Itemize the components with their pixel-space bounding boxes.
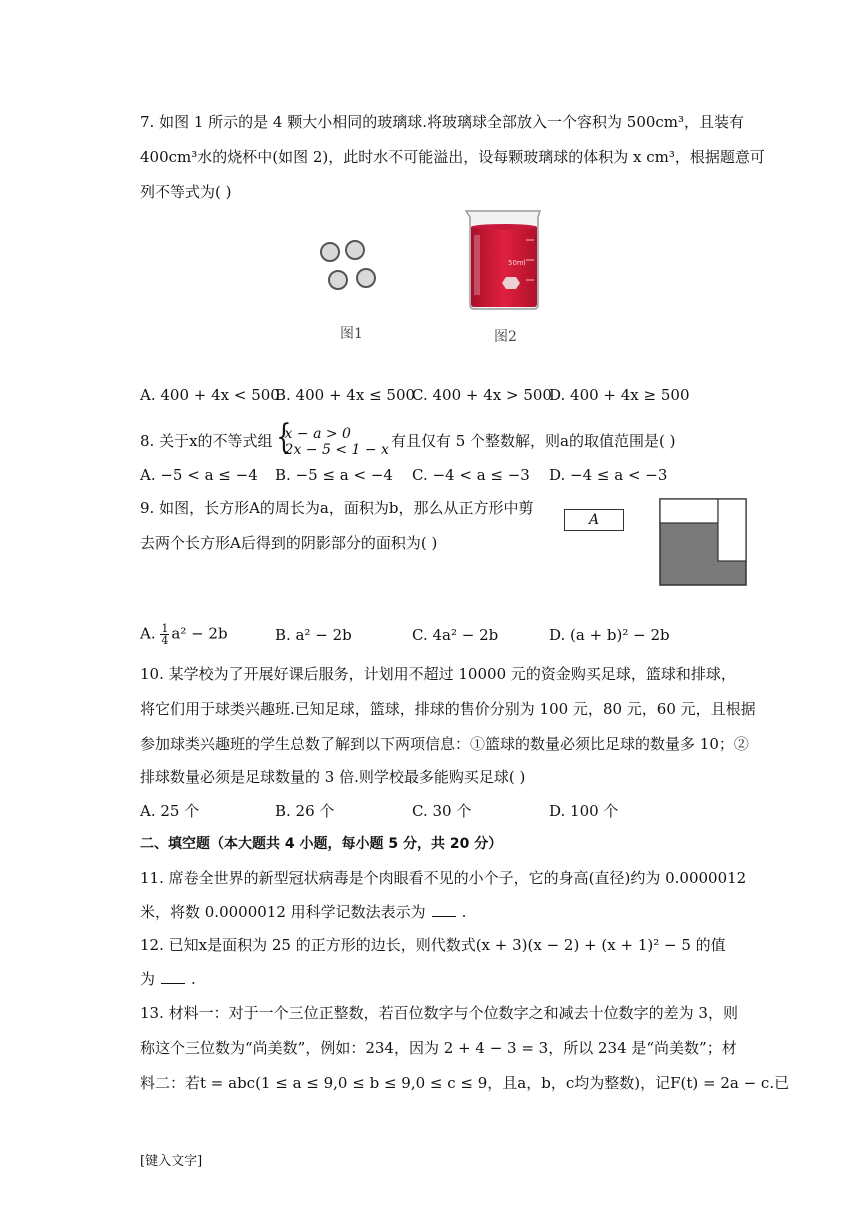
q9-option-a: A. $\frac{1}{4}$ a² − 2b (140, 622, 228, 647)
q12-line1: 12. 已知x是面积为 25 的正方形的边长，则代数式(x + 3)(x − 2) + (x + 1)² − 5 的值 (140, 936, 726, 954)
glass-ball (320, 242, 340, 262)
q13-line1: 13. 材料一：对于一个三位正整数，若百位数字与个位数字之和减去十位数字的差为 3，则 (140, 1004, 738, 1022)
q8-inequality-1: { x − a > 0 (284, 426, 351, 442)
figure-2-caption: 图2 (494, 329, 517, 345)
q10-option-d: D. 100 个 (549, 802, 619, 820)
figure-1-caption: 图1 (340, 326, 363, 342)
q8-inequality-system (275, 426, 389, 458)
q11-answer-blank (432, 902, 456, 917)
q9-line2: 去两个长方形A后得到的阴影部分的面积为( ) (140, 534, 438, 552)
q7-line3: 列不等式为( ) (140, 183, 232, 201)
q8-option-d: D. −4 ≤ a < −3 (549, 466, 668, 484)
q8-option-b: B. −5 ≤ a < −4 (275, 466, 393, 484)
q10-option-c: C. 30 个 (412, 802, 472, 820)
q7-option-a: A. 400 + 4x < 500 (140, 386, 280, 404)
q12-line2: 为 . (140, 970, 196, 988)
q7-line1: 7. 如图 1 所示的是 4 颗大小相同的玻璃球.将玻璃球全部放入一个容积为 500cm³，且装有 (140, 113, 745, 131)
q10-line2: 将它们用于球类兴趣班.已知足球，篮球，排球的售价分别为 100 元，80 元，60 元，且根据 (140, 700, 756, 718)
rectangle-a-figure (564, 509, 624, 531)
q10-line3: 参加球类兴趣班的学生总数了解到以下两项信息：①篮球的数量必须比足球的数量多 10；② (140, 735, 749, 753)
q7-line2: 400cm³水的烧杯中(如图 2)，此时水不可能溢出，设每颗玻璃球的体积为 x cm³，根据题意可 (140, 148, 765, 166)
q8-option-c: C. −4 < a ≤ −3 (412, 466, 530, 484)
q7-option-c: C. 400 + 4x > 500 (412, 386, 552, 404)
q9-option-b: B. a² − 2b (275, 626, 352, 644)
rectangle-a-label: A (588, 512, 600, 528)
figure-2-beaker (460, 205, 546, 313)
q9-option-d: D. (a + b)² − 2b (549, 626, 670, 644)
q8-suffix: 有且仅有 5 个整数解，则a的取值范围是( ) (390, 432, 676, 450)
glass-ball (328, 270, 348, 290)
q7-option-b: B. 400 + 4x ≤ 500 (275, 386, 416, 404)
q10-line1: 10. 某学校为了开展好课后服务，计划用不超过 10000 元的资金购买足球，篮球和排球， (140, 665, 736, 683)
q8-option-a: A. −5 < a ≤ −4 (140, 466, 258, 484)
q13-line3: 料二：若t = abc(1 ≤ a ≤ 9,0 ≤ b ≤ 9,0 ≤ c ≤ 9，且a，b，c均为整数)，记F(t) = 2a − c.已 (140, 1074, 790, 1092)
glass-ball (345, 240, 365, 260)
q10-line4: 排球数量必须是足球数量的 3 倍.则学校最多能购买足球( ) (140, 768, 526, 786)
q10-option-b: B. 26 个 (275, 802, 335, 820)
q9-line1: 9. 如图，长方形A的周长为a，面积为b，那么从正方形中剪 (140, 499, 534, 517)
q9-option-c: C. 4a² − 2b (412, 626, 499, 644)
q8-prefix: 8. 关于x的不等式组 (140, 432, 273, 450)
glass-ball (356, 268, 376, 288)
q8-stem (140, 426, 675, 458)
page-footer: [键入文字] (140, 1154, 203, 1169)
beaker-volume-mark: 50ml (508, 259, 526, 267)
square-figure (659, 498, 747, 586)
section-2-heading: 二、填空题（本大题共 4 小题，每小题 5 分，共 20 分） (140, 836, 503, 852)
fraction-one-quarter: $\frac{1}{4}$ (161, 622, 169, 647)
q11-line1: 11. 席卷全世界的新型冠状病毒是个肉眼看不见的小个子，它的身高(直径)约为 0.0000012 (140, 869, 747, 887)
q11-line2: 米，将数 0.0000012 用科学记数法表示为 . (140, 903, 467, 921)
q12-answer-blank (161, 969, 185, 984)
q7-option-d: D. 400 + 4x ≥ 500 (549, 386, 690, 404)
q10-option-a: A. 25 个 (140, 802, 200, 820)
q8-inequality-2: 2x − 5 < 1 − x (284, 442, 389, 458)
q13-line2: 称这个三位数为“尚美数”，例如：234，因为 2 + 4 − 3 = 3，所以 234 是“尚美数”；材 (140, 1039, 737, 1057)
